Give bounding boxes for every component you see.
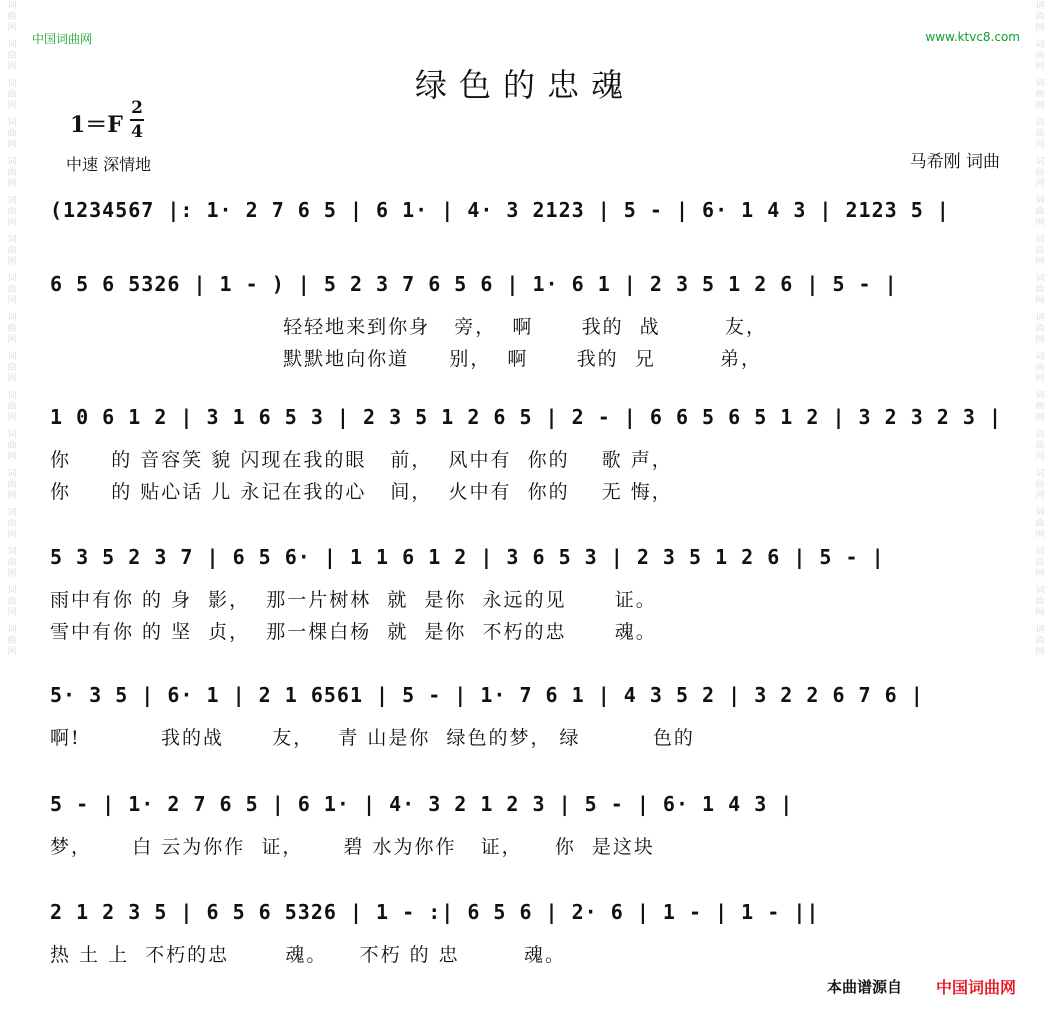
time-signature-top: 2 <box>131 98 143 118</box>
key-signature: 1＝F <box>70 112 123 138</box>
time-signature-bar <box>130 119 144 121</box>
edge-watermark-text: 词曲网 <box>1033 117 1044 150</box>
time-signature-bottom: 4 <box>131 122 143 142</box>
time-signature <box>130 98 144 142</box>
lyric-row: 热 土 上 不朽的忠 魂。 不朽 的 忠 魂。 <box>50 944 566 966</box>
edge-watermark-text: 词曲网 <box>1033 507 1044 540</box>
edge-watermark-text: 词曲网 <box>1033 585 1044 618</box>
edge-watermark-text: 词曲网 <box>5 0 16 33</box>
edge-watermark-text: 词曲网 <box>5 468 16 501</box>
site-url-top-right[interactable]: www.ktvc8.com <box>925 30 1020 44</box>
edge-watermark-text: 词曲网 <box>1033 39 1044 72</box>
edge-watermark-text: 词曲网 <box>5 351 16 384</box>
edge-watermark-text: 词曲网 <box>1033 468 1044 501</box>
notation-row: 5· 3 5 | 6· 1 | 2 1 6561 | 5 - | 1· 7 6 1 | 4 3 5 2 | 3 2 2 6 7 6 | <box>50 683 924 707</box>
source-site-link[interactable]: 中国词曲网 <box>935 978 1016 997</box>
notation-row: 5 - | 1· 2 7 6 5 | 6 1· | 4· 3 2 1 2 3 | 5 - | 6· 1 4 3 | <box>50 792 794 816</box>
edge-watermark-text: 词曲网 <box>5 585 16 618</box>
edge-watermark-text: 词曲网 <box>5 273 16 306</box>
edge-watermark-text: 词曲网 <box>1033 312 1044 345</box>
edge-watermark-text: 词曲网 <box>5 507 16 540</box>
edge-watermark-text: 词曲网 <box>1033 0 1044 33</box>
notation-row: 2 1 2 3 5 | 6 5 6 5326 | 1 - :| 6 5 6 | 2· 6 | 1 - | 1 - || <box>50 900 820 924</box>
edge-watermark-text: 词曲网 <box>1033 156 1044 189</box>
edge-watermark-text: 词曲网 <box>1033 195 1044 228</box>
site-name-top-left[interactable]: 中国词曲网 <box>32 32 93 46</box>
lyric-row: 啊! 我的战 友， 青 山是你 绿色的梦， 绿 色的 <box>50 727 695 749</box>
edge-watermark-text: 词曲网 <box>1033 273 1044 306</box>
notation-row: 6 5 6 5326 | 1 - ) | 5 2 3 7 6 5 6 | 1· 6 1 | 2 3 5 1 2 6 | 5 - | <box>50 272 898 296</box>
notation-row: 5 3 5 2 3 7 | 6 5 6· | 1 1 6 1 2 | 3 6 5 3 | 2 3 5 1 2 6 | 5 - | <box>50 545 885 569</box>
edge-watermark-text: 词曲网 <box>1033 546 1044 579</box>
right-watermark-strip <box>1028 0 1050 1023</box>
edge-watermark-text: 词曲网 <box>5 156 16 189</box>
lyric-row: 默默地向你道 别， 啊 我的 兄 弟， <box>50 348 763 370</box>
lyric-row: 轻轻地来到你身 旁， 啊 我的 战 友， <box>50 316 767 338</box>
edge-watermark-text: 词曲网 <box>1033 390 1044 423</box>
author-credit: 马希刚 词曲 <box>909 152 1000 172</box>
edge-watermark-text: 词曲网 <box>5 546 16 579</box>
notation-row: 1 0 6 1 2 | 3 1 6 5 3 | 2 3 5 1 2 6 5 | 2 - | 6 6 5 6 5 1 2 | 3 2 3 2 3 | <box>50 405 1002 429</box>
edge-watermark-text: 词曲网 <box>1033 429 1044 462</box>
edge-watermark-text: 词曲网 <box>1033 624 1044 657</box>
source-label: 本曲谱源自 <box>826 978 902 996</box>
lyric-row: 你 的 贴心话 儿 永记在我的心 间， 火中有 你的 无 悔， <box>50 481 673 503</box>
edge-watermark-text: 词曲网 <box>5 117 16 150</box>
edge-watermark-text: 词曲网 <box>5 312 16 345</box>
edge-watermark-text: 词曲网 <box>1033 351 1044 384</box>
lyric-row: 雨中有你 的 身 影， 那一片树林 就 是你 永远的见 证。 <box>50 589 657 611</box>
edge-watermark-text: 词曲网 <box>5 429 16 462</box>
edge-watermark-text: 词曲网 <box>5 39 16 72</box>
edge-watermark-text: 词曲网 <box>5 195 16 228</box>
tempo-marking: 中速 深情地 <box>66 155 152 174</box>
left-watermark-strip <box>0 0 22 1023</box>
edge-watermark-text: 词曲网 <box>1033 78 1044 111</box>
edge-watermark-text: 词曲网 <box>1033 234 1044 267</box>
edge-watermark-text: 词曲网 <box>5 234 16 267</box>
lyric-row: 你 的 音容笑 貌 闪现在我的眼 前， 风中有 你的 歌 声， <box>50 449 673 471</box>
song-title: 绿色的忠魂 <box>414 66 635 104</box>
lyric-row: 梦， 白 云为你作 证， 碧 水为你作 证， 你 是这块 <box>50 836 655 858</box>
lyric-row: 雪中有你 的 坚 贞， 那一棵白杨 就 是你 不朽的忠 魂。 <box>50 621 657 643</box>
edge-watermark-text: 词曲网 <box>5 78 16 111</box>
notation-row: (1234567 |: 1· 2 7 6 5 | 6 1· | 4· 3 2123 | 5 - | 6· 1 4 3 | 2123 5 | <box>50 198 950 222</box>
edge-watermark-text: 词曲网 <box>5 390 16 423</box>
edge-watermark-text: 词曲网 <box>5 624 16 657</box>
